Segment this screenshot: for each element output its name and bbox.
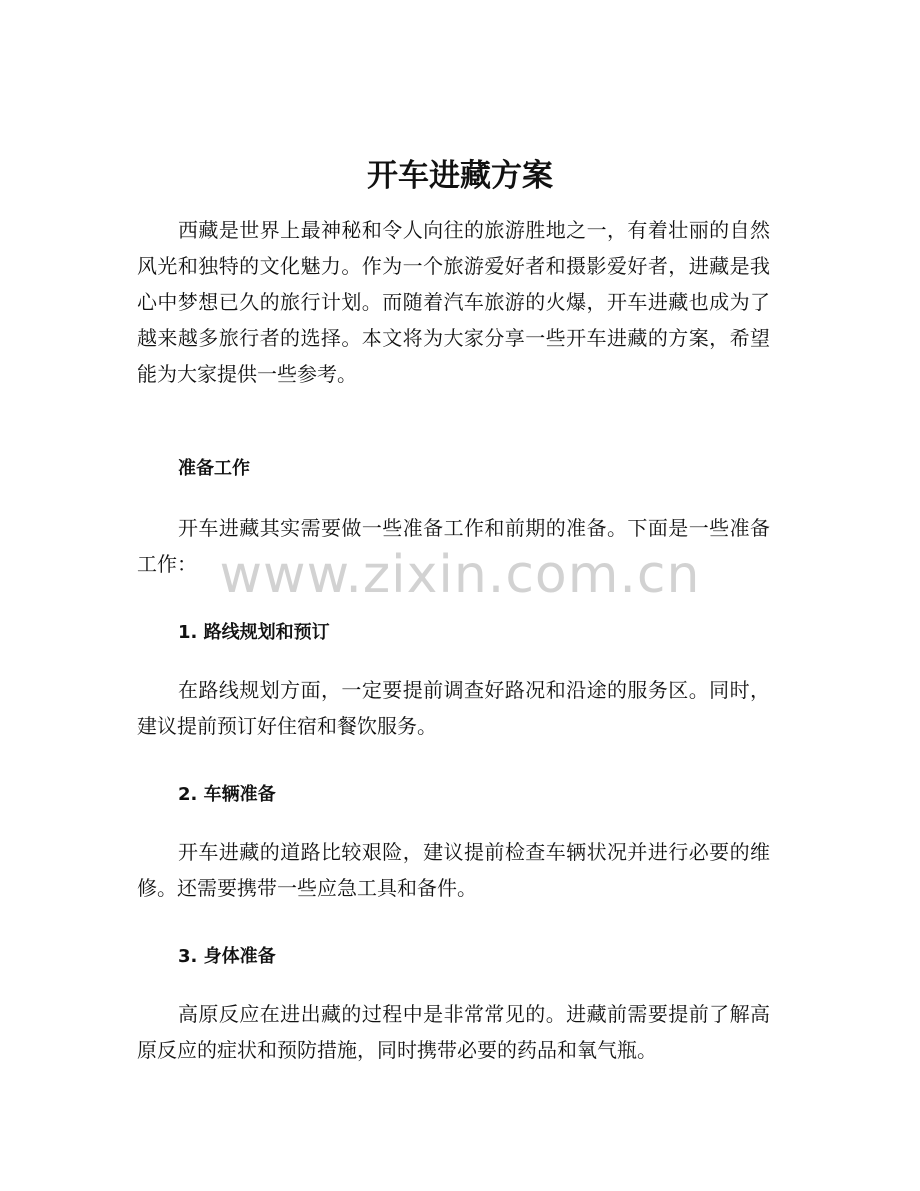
- page-title: 开车进藏方案: [367, 158, 553, 194]
- item-body-health: 高原反应在进出藏的过程中是非常常见的。进藏前需要提前了解高原反应的症状和预防措施，同时携带必要的药品和氧气瓶。: [137, 1002, 770, 1062]
- item-heading-vehicle: 2. 车辆准备: [178, 784, 276, 805]
- item-heading-health: 3. 身体准备: [178, 946, 276, 967]
- item-heading-route: 1. 路线规划和预订: [178, 622, 330, 643]
- section-intro-paragraph: 开车进藏其实需要做一些准备工作和前期的准备。下面是一些准备工作：: [137, 516, 770, 576]
- intro-paragraph: 西藏是世界上最神秘和令人向往的旅游胜地之一，有着壮丽的自然风光和独特的文化魅力。作为一个旅游爱好者和摄影爱好者，进藏是我心中梦想已久的旅行计划。而随着汽车旅游的火爆，开车进藏也成为了越来越多旅行者的选择。本文将为大家分享一些开车进藏的方案，希望能为大家提供一些参考。: [137, 218, 770, 386]
- watermark: www.zixin.com.cn: [219, 545, 701, 605]
- item-body-vehicle: 开车进藏的道路比较艰险，建议提前检查车辆状况并进行必要的维修。还需要携带一些应急工具和备件。: [137, 840, 770, 900]
- section-heading: 准备工作: [178, 458, 250, 479]
- item-body-route: 在路线规划方面，一定要提前调查好路况和沿途的服务区。同时，建议提前预订好住宿和餐饮服务。: [137, 678, 770, 738]
